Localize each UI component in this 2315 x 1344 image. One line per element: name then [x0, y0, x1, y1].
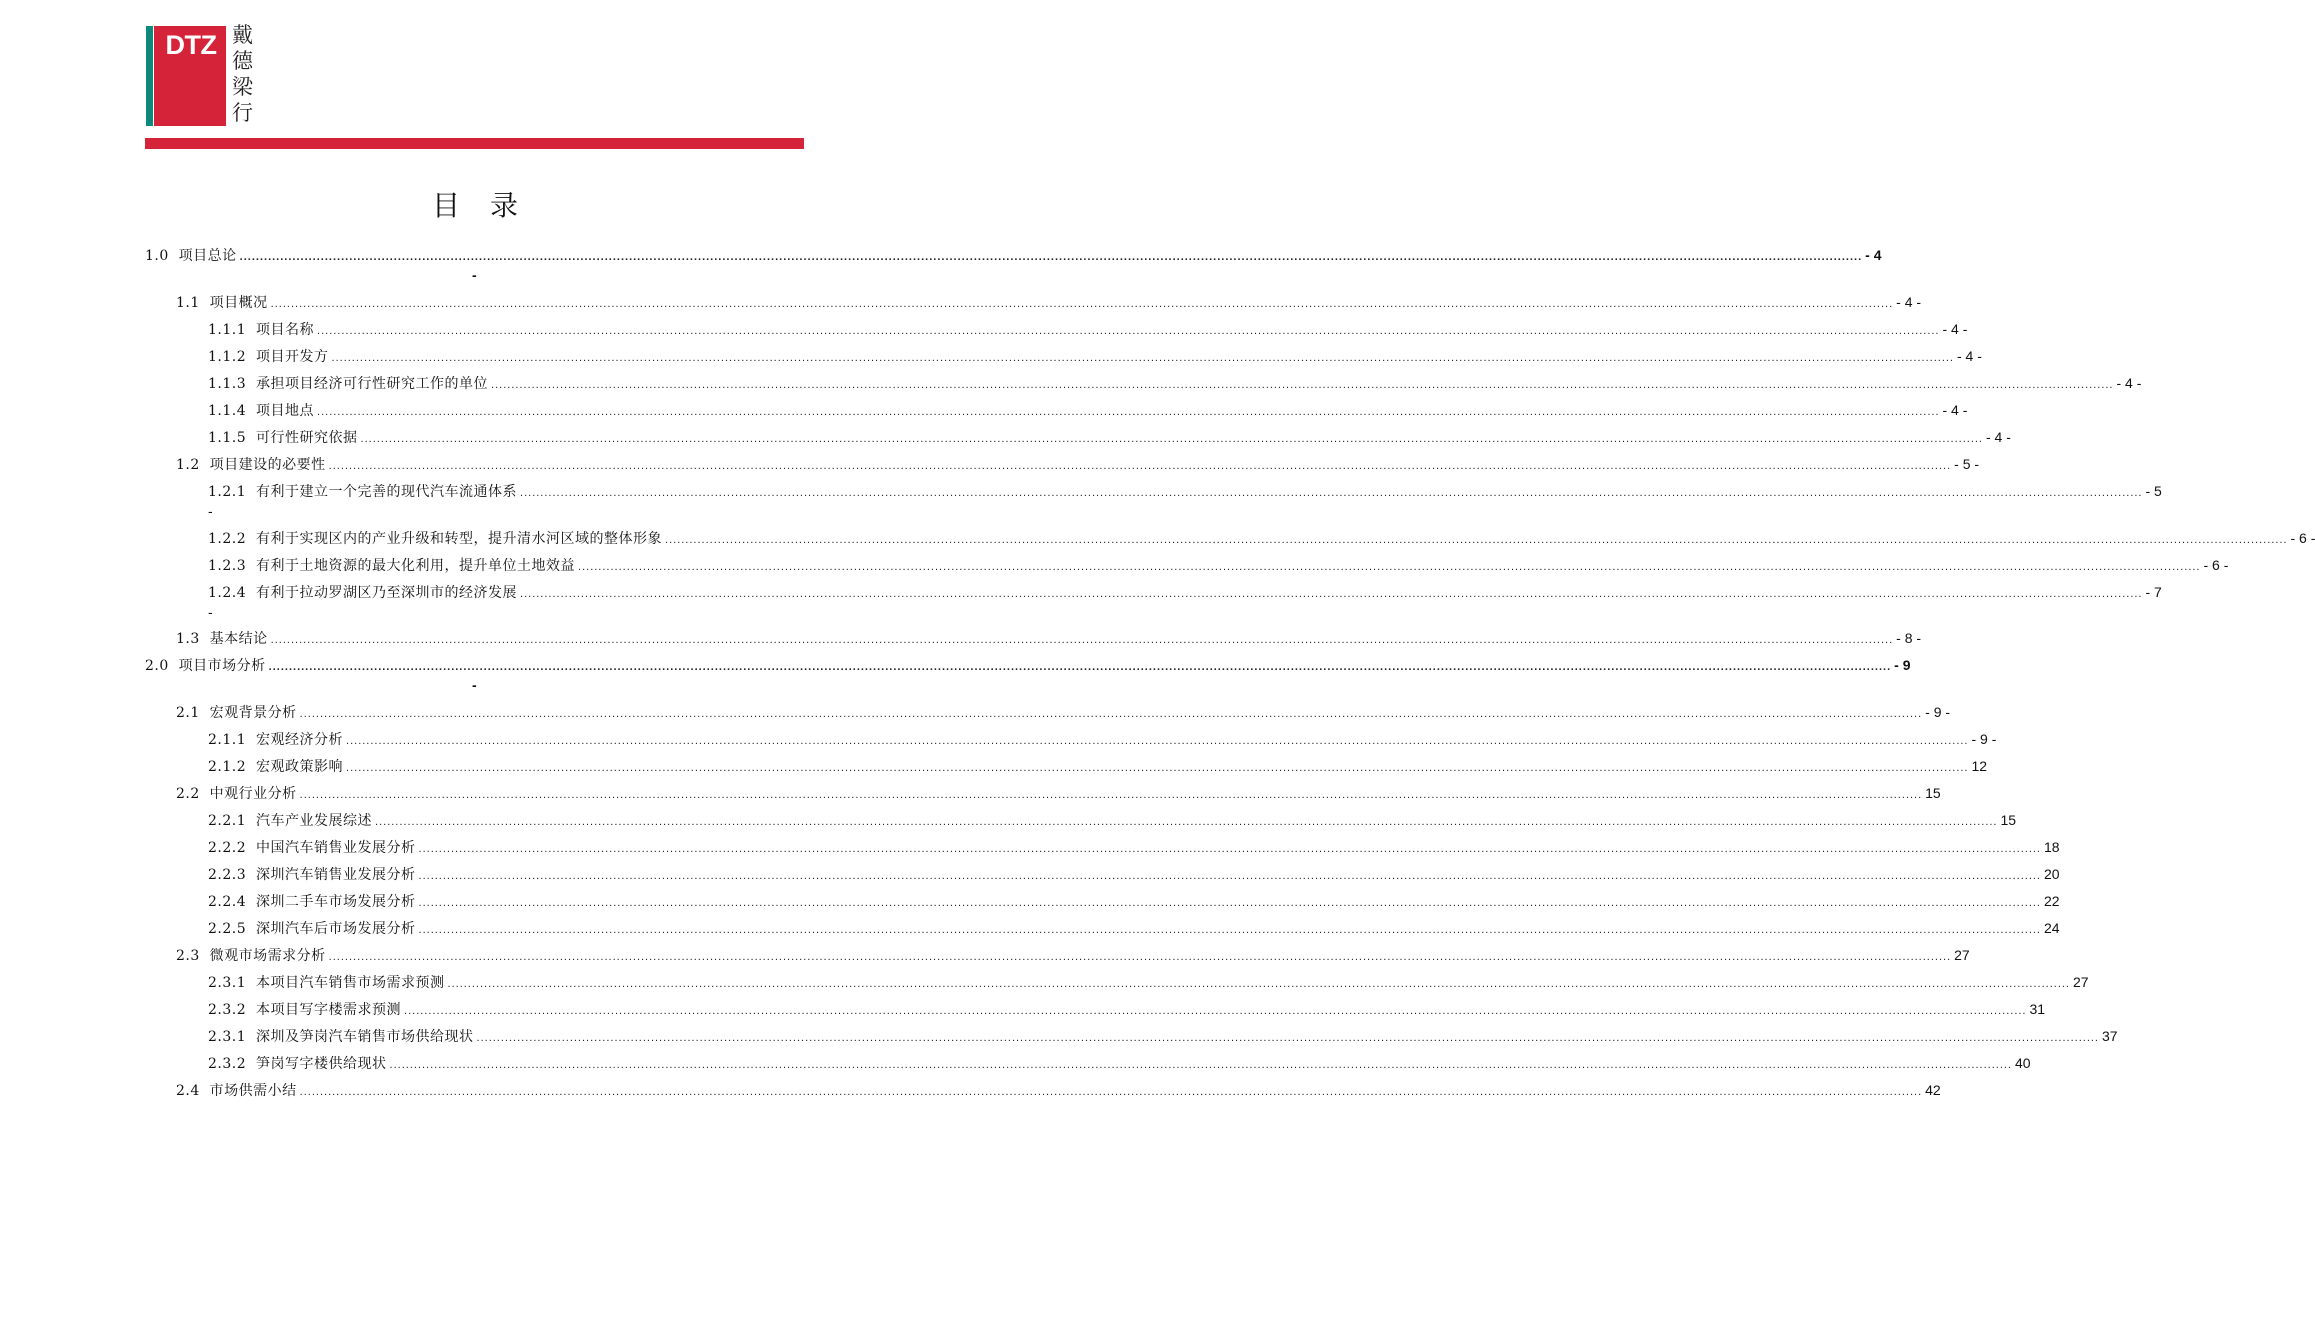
toc-entry-number: 1.2 — [176, 457, 200, 473]
toc-entry-text: 宏观背景分析 — [209, 705, 297, 721]
toc-entry-text: 市场供需小结 — [209, 1083, 297, 1099]
toc-leader-dots: ................................................................................................................................................................................................................................................................................................................................................................................................................ — [520, 588, 2143, 600]
toc-entry-label — [208, 1027, 474, 1047]
toc-entry-text: 项目名称 — [256, 322, 315, 338]
toc-entry-label — [208, 347, 329, 367]
toc-entry-label — [208, 919, 416, 939]
toc-entry-number: 1.2.1 — [208, 484, 247, 500]
toc-entry-number: 2.1.2 — [208, 759, 247, 775]
toc-entry-label — [145, 246, 237, 266]
toc-leader-dots: ................................................................................................................................................................................................................................................................................................................................................................................................................ — [268, 661, 1892, 673]
toc-entry-number: 2.3.1 — [208, 975, 247, 991]
toc-leader-dots: ................................................................................................................................................................................................................................................................................................................................................................................................................ — [665, 534, 2288, 546]
toc-entry-text: 有利于土地资源的最大化利用，提升单位土地效益 — [256, 558, 576, 574]
toc-entry-number: 1.2.2 — [208, 531, 247, 547]
toc-leader-dots: ................................................................................................................................................................................................................................................................................................................................................................................................................ — [346, 762, 1969, 774]
toc-page-number: - 5 - — [1954, 456, 1980, 472]
toc-leader-dots: ................................................................................................................................................................................................................................................................................................................................................................................................................ — [317, 325, 1940, 337]
toc-page-number: 12 — [1971, 758, 1988, 774]
toc-entry[interactable] — [176, 292, 1922, 312]
toc-entry-label — [208, 1000, 401, 1020]
toc-entry[interactable] — [208, 346, 1982, 366]
toc-entry-text: 深圳及笋岗汽车销售市场供给现状 — [256, 1029, 474, 1045]
toc-entry-number: 2.2.5 — [208, 921, 247, 937]
toc-page-number: - 8 - — [1896, 630, 1922, 646]
toc-page-number: - 4 - — [1942, 321, 1968, 337]
toc-entry-label — [208, 811, 372, 831]
toc-entry-text: 宏观政策影响 — [256, 759, 344, 775]
toc-entry-number: 2.2.1 — [208, 813, 247, 829]
toc-leader-dots: ................................................................................................................................................................................................................................................................................................................................................................................................................ — [346, 735, 1969, 747]
toc-leader-dots: ................................................................................................................................................................................................................................................................................................................................................................................................................ — [375, 816, 1998, 828]
toc-page-number: 20 — [2044, 866, 2060, 882]
toc-entry-label — [176, 703, 297, 723]
toc-entry[interactable] — [145, 245, 1882, 265]
toc-entry-label — [208, 892, 416, 912]
toc-entry-number: 2.1 — [176, 705, 200, 721]
toc-page-number: - 4 - — [1942, 402, 1968, 418]
toc-entry[interactable] — [176, 702, 1951, 722]
toc-leader-dots: ................................................................................................................................................................................................................................................................................................................................................................................................................ — [328, 951, 1952, 963]
toc-page-wrap: - — [208, 503, 213, 519]
toc-entry-text: 深圳二手车市场发展分析 — [256, 894, 416, 910]
toc-entry-number: 1.1.2 — [208, 349, 247, 365]
toc-entry-number: 1.1 — [176, 295, 200, 311]
toc-entry[interactable] — [208, 1053, 2031, 1073]
toc-entry[interactable] — [208, 373, 2142, 393]
toc-entry[interactable] — [145, 655, 1911, 675]
toc-page-number: 27 — [2073, 974, 2089, 990]
toc-entry[interactable] — [208, 756, 1988, 776]
toc-entry[interactable] — [208, 319, 1968, 339]
toc-leader-dots: ................................................................................................................................................................................................................................................................................................................................................................................................................ — [360, 433, 1983, 445]
toc-entry-text: 有利于拉动罗湖区乃至深圳市的经济发展 — [256, 585, 518, 601]
toc-entry-number: 1.2.4 — [208, 585, 247, 601]
toc-entry-label — [208, 556, 575, 576]
toc-entry-label — [176, 293, 268, 313]
toc-entry[interactable] — [176, 783, 1941, 803]
toc-leader-dots: ................................................................................................................................................................................................................................................................................................................................................................................................................ — [270, 634, 1894, 646]
toc-entry-label — [208, 583, 517, 603]
toc-leader-dots: ................................................................................................................................................................................................................................................................................................................................................................................................................ — [328, 460, 1952, 472]
toc-entry[interactable] — [208, 427, 2011, 447]
toc-page-number: 31 — [2029, 1001, 2046, 1017]
toc-entry-number: 1.2.3 — [208, 558, 247, 574]
toc-page-number: - 4 - — [2116, 375, 2142, 391]
toc-leader-dots: ................................................................................................................................................................................................................................................................................................................................................................................................................ — [520, 487, 2143, 499]
toc-entry-label — [208, 374, 488, 394]
toc-entry-number: 1.1.4 — [208, 403, 247, 419]
toc-entry-text: 项目开发方 — [256, 349, 329, 365]
toc-entry-number: 1.0 — [145, 248, 169, 264]
toc-leader-dots: ................................................................................................................................................................................................................................................................................................................................................................................................................ — [404, 1005, 2027, 1017]
toc-entry-label — [208, 320, 314, 340]
toc-entry[interactable] — [176, 454, 1980, 474]
toc-entry-number: 2.3.1 — [208, 1029, 247, 1045]
toc-entry[interactable] — [208, 864, 2060, 884]
toc-page-wrap: - — [472, 677, 477, 693]
toc-leader-dots: ................................................................................................................................................................................................................................................................................................................................................................................................................ — [299, 1086, 1923, 1098]
toc-entry-label — [208, 973, 445, 993]
toc-entry[interactable] — [208, 481, 2162, 501]
toc-entry[interactable] — [208, 555, 2229, 575]
toc-leader-dots: ................................................................................................................................................................................................................................................................................................................................................................................................................ — [331, 352, 1954, 364]
toc-entry-number: 1.1.1 — [208, 322, 247, 338]
toc-entry[interactable] — [208, 999, 2046, 1019]
logo-brand-text: DTZ — [165, 30, 217, 60]
toc-page-number: 22 — [2044, 893, 2060, 909]
toc-entry-text: 深圳汽车后市场发展分析 — [256, 921, 416, 937]
logo-char: 戴 — [232, 23, 253, 47]
toc-page-wrap: - — [208, 604, 213, 620]
toc-entry[interactable] — [208, 810, 2017, 830]
toc-leader-dots: ................................................................................................................................................................................................................................................................................................................................................................................................................ — [491, 379, 2114, 391]
toc-entry-label — [208, 865, 416, 885]
toc-leader-dots: ................................................................................................................................................................................................................................................................................................................................................................................................................ — [418, 924, 2041, 936]
logo-char: 行 — [232, 101, 253, 125]
toc-leader-dots: ................................................................................................................................................................................................................................................................................................................................................................................................................ — [476, 1032, 2099, 1044]
toc-entry-text: 项目市场分析 — [178, 658, 266, 674]
toc-entry-text: 汽车产业发展综述 — [256, 813, 373, 829]
toc-entry-number: 1.1.5 — [208, 430, 247, 446]
toc-entry-number: 2.1.1 — [208, 732, 247, 748]
toc-leader-dots: ................................................................................................................................................................................................................................................................................................................................................................................................................ — [389, 1059, 2012, 1071]
toc-leader-dots: ................................................................................................................................................................................................................................................................................................................................................................................................................ — [299, 789, 1923, 801]
toc-page-number: - 4 - — [1896, 294, 1922, 310]
toc-entry-number: 2.2.4 — [208, 894, 247, 910]
toc-leader-dots: ................................................................................................................................................................................................................................................................................................................................................................................................................ — [270, 298, 1894, 310]
toc-entry-label — [208, 428, 358, 448]
toc-leader-dots: ................................................................................................................................................................................................................................................................................................................................................................................................................ — [418, 843, 2041, 855]
toc-entry-text: 本项目写字楼需求预测 — [256, 1002, 402, 1018]
toc-entry-number: 2.0 — [145, 658, 169, 674]
toc-page-number: 15 — [2000, 812, 2017, 828]
toc-page-number: 27 — [1954, 947, 1970, 963]
toc-entry-text: 中国汽车销售业发展分析 — [256, 840, 416, 856]
toc-entry-label — [176, 784, 297, 804]
toc-leader-dots: ................................................................................................................................................................................................................................................................................................................................................................................................................ — [239, 251, 1863, 263]
page-title: 目录 — [431, 189, 548, 222]
toc-page-number: - 9 - — [1925, 704, 1951, 720]
toc-entry-text: 中观行业分析 — [209, 786, 297, 802]
toc-entry-number: 2.2 — [176, 786, 200, 802]
toc-entry-text: 项目概况 — [209, 295, 268, 311]
toc-leader-dots: ................................................................................................................................................................................................................................................................................................................................................................................................................ — [578, 561, 2201, 573]
toc-entry[interactable] — [208, 972, 2089, 992]
toc-leader-dots: ................................................................................................................................................................................................................................................................................................................................................................................................................ — [418, 897, 2041, 909]
toc-entry-label — [208, 529, 662, 549]
toc-entry[interactable] — [176, 628, 1922, 648]
toc-entry-label — [176, 946, 326, 966]
toc-entry[interactable] — [208, 1026, 2118, 1046]
toc-page-number: 42 — [1925, 1082, 1941, 1098]
toc-entry[interactable] — [208, 729, 1997, 749]
toc-page-number: - 9 - — [1971, 731, 1997, 747]
toc-leader-dots: ................................................................................................................................................................................................................................................................................................................................................................................................................ — [447, 978, 2070, 990]
toc-page-number: 40 — [2015, 1055, 2031, 1071]
toc-entry-text: 微观市场需求分析 — [209, 948, 326, 964]
toc-page-number: - 9 — [1894, 657, 1911, 673]
toc-entry-number: 2.2.2 — [208, 840, 247, 856]
toc-entry-text: 本项目汽车销售市场需求预测 — [256, 975, 445, 991]
toc-entry-label — [145, 656, 266, 676]
toc-entry-label — [208, 757, 343, 777]
toc-entry[interactable] — [176, 945, 1970, 965]
toc-entry-number: 2.4 — [176, 1083, 200, 1099]
toc-entry-label — [176, 1081, 297, 1101]
toc-entry-text: 笋岗写字楼供给现状 — [256, 1056, 387, 1072]
toc-entry[interactable] — [208, 400, 1968, 420]
toc-entry-label — [208, 1054, 387, 1074]
toc-entry-label — [208, 482, 517, 502]
toc-page-number: - 6 - — [2203, 557, 2229, 573]
toc-entry-label — [208, 401, 314, 421]
logo-char: 德 — [232, 49, 253, 73]
toc-page-number: - 4 - — [1957, 348, 1982, 364]
toc-page-number: 37 — [2102, 1028, 2118, 1044]
toc-entry-text: 承担项目经济可行性研究工作的单位 — [256, 376, 489, 392]
toc-entry-text: 可行性研究依据 — [256, 430, 358, 446]
logo-char: 梁 — [232, 75, 253, 99]
toc-entry-label — [176, 455, 326, 475]
toc-entry[interactable] — [208, 891, 2060, 911]
toc-entry-text: 项目建设的必要性 — [209, 457, 326, 473]
toc-page-number: - 4 - — [1986, 429, 2011, 445]
toc-entry-text: 有利于实现区内的产业升级和转型，提升清水河区域的整体形象 — [256, 531, 663, 547]
toc-page-number: 18 — [2044, 839, 2060, 855]
toc-entry-text: 有利于建立一个完善的现代汽车流通体系 — [256, 484, 518, 500]
toc-entry[interactable] — [208, 528, 2315, 548]
toc-page-number: - 7 — [2145, 584, 2162, 600]
toc-entry-text: 深圳汽车销售业发展分析 — [256, 867, 416, 883]
toc-page-number: 24 — [2044, 920, 2060, 936]
toc-entry-text: 基本结论 — [209, 631, 268, 647]
toc-entry-text: 项目总论 — [178, 248, 237, 264]
toc-page-wrap: - — [472, 267, 477, 283]
toc-entry-number: 2.3 — [176, 948, 200, 964]
toc-page-number: - 5 — [2145, 483, 2162, 499]
toc-entry[interactable] — [208, 837, 2060, 857]
toc-entry-number: 2.3.2 — [208, 1056, 247, 1072]
toc-entry-number: 1.3 — [176, 631, 200, 647]
toc-entry-label — [208, 730, 343, 750]
toc-page-number: - 6 - — [2290, 530, 2315, 546]
toc-entry[interactable] — [208, 582, 2162, 602]
toc-entry-text: 宏观经济分析 — [256, 732, 344, 748]
toc-entry-text: 项目地点 — [256, 403, 315, 419]
toc-entry[interactable] — [176, 1080, 1941, 1100]
toc-entry[interactable] — [208, 918, 2060, 938]
toc-page-number: 15 — [1925, 785, 1941, 801]
toc-entry-number: 2.3.2 — [208, 1002, 247, 1018]
toc-entry-label — [176, 629, 268, 649]
toc-page-number: - 4 — [1865, 247, 1882, 263]
toc-entry-number: 1.1.3 — [208, 376, 247, 392]
toc-leader-dots: ................................................................................................................................................................................................................................................................................................................................................................................................................ — [418, 870, 2041, 882]
toc-entry-label — [208, 838, 416, 858]
toc-entry-number: 2.2.3 — [208, 867, 247, 883]
toc-leader-dots: ................................................................................................................................................................................................................................................................................................................................................................................................................ — [317, 406, 1940, 418]
toc-leader-dots: ................................................................................................................................................................................................................................................................................................................................................................................................................ — [299, 708, 1923, 720]
